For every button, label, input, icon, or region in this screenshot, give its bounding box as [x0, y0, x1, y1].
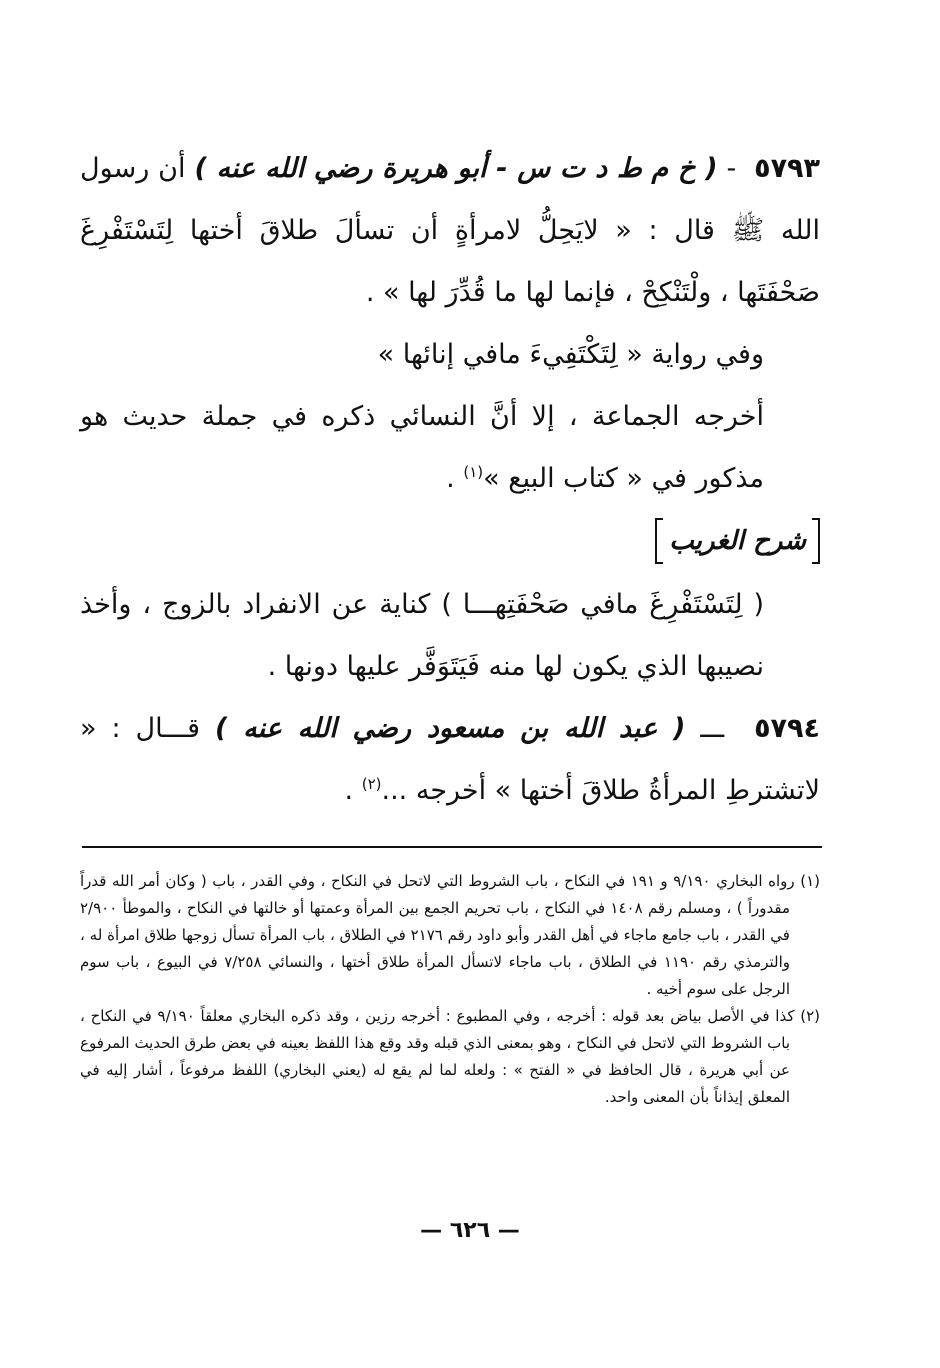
hadith-riwaya: وفي رواية « لِتَكْتَفِيءَ مافي إنائها »: [377, 339, 764, 370]
hadith-number: ٥٧٩٣: [754, 153, 821, 184]
hadith-end: .: [344, 775, 354, 806]
hadith-number: ٥٧٩٤: [754, 713, 820, 744]
hadith-takhrij: [80, 386, 820, 510]
footnote-text: كذا في الأصل بياض بعد قوله : أخرجه ، وفي المطبوع : أخرجه رزين ، وقد ذكره البخاري معلقاً ٩/١٩٠ في النكاح ، باب الشروط التي لاتحل في النكاح ، وهو بمعنى الذي قبله وقد وقع هذا اللفظ بعينه في بعض طرق الحديث المرفوع عن أبي هريرة ، قال الحافظ في « الفتح » : ولعله لما لم يقع له (يعني البخاري) اللفظ مرفوعاً ، أشار إليه في المعلق إيذاناً بأن المعنى واحد.: [80, 1007, 795, 1106]
hadith-text: قـــال : « لاتشترطِ المرأةُ طلاقَ أختها » أخرجه ...: [80, 713, 820, 806]
hadith-source: ( خ م ط د ت س - أبو هريرة رضي الله عنه ): [194, 153, 718, 184]
footnote-text: رواه البخاري ٩/١٩٠ و ١٩١ في النكاح ، باب الشروط التي لاتحل في النكاح ، وفي القدر ، باب ( وكان أمر الله قدراً مقدوراً ) ، ومسلم رقم ١٤٠٨ في النكاح ، باب تحريم الجمع بين المرأة وعمتها أو خالتها في النكاح ، والموطأ ٢/٩٠٠ في القدر ، باب جامع ماجاء في أهل القدر وأبو داود رقم ٢١٧٦ في الطلاق ، باب المرأة تسأل زوجها طلاق امرأة له ، والترمذي رقم ١١٩٠ في الطلاق ، باب ماجاء لاتسأل المرأة طلاق أختها ، والنسائي ٧/٢٥٨ في البيوع ، باب سوم الرجل على سوم أخيه .: [80, 872, 795, 998]
takhrij-text: أخرجه الجماعة ، إلا أنَّ النسائي ذكره في جملة حديث هو مذكور في « كتاب البيع »: [80, 401, 764, 494]
footnote-marker: (١): [800, 872, 820, 890]
footnote-separator: [82, 846, 822, 848]
hadith-text: أن رسول الله ﷺ قال : « لايَحِلُّ لامرأةٍ أن تسألَ طلاقَ أختها لِتَسْتَفْرِغَ صَحْفَتَها ، ولْتَنْكِحْ ، فإنما لها ما قُدِّرَ لها » .: [80, 153, 820, 308]
hadith-5793: [80, 138, 820, 324]
footnote-marker: (٢): [800, 1007, 820, 1025]
footnote-2: [80, 1003, 820, 1111]
gharib-section: [80, 510, 820, 574]
footnote-ref-2[interactable]: (٢): [361, 775, 382, 793]
main-text: [80, 138, 820, 822]
page-number: — ٦٢٦ —: [420, 1218, 520, 1243]
takhrij-end: .: [446, 463, 455, 494]
footnote-ref-1[interactable]: (١): [463, 463, 484, 481]
footnotes: [80, 868, 820, 1111]
gharib-text: ( لِتَسْتَفْرِغَ مافي صَحْفَتِهـــا ) كناية عن الانفراد بالزوج ، وأخذ نصيبها الذي يكون لها منه فَيَتَوَفَّر عليها دونها .: [80, 589, 764, 682]
hadith-dash: -: [717, 153, 746, 184]
hadith-dash: ـــ: [685, 713, 740, 744]
hadith-5794: [80, 698, 820, 822]
gharib-heading: شرح الغريب: [655, 520, 820, 562]
hadith-source: ( عبد الله بن مسعود رضي الله عنه ): [215, 713, 686, 744]
footnote-1: [80, 868, 820, 1003]
